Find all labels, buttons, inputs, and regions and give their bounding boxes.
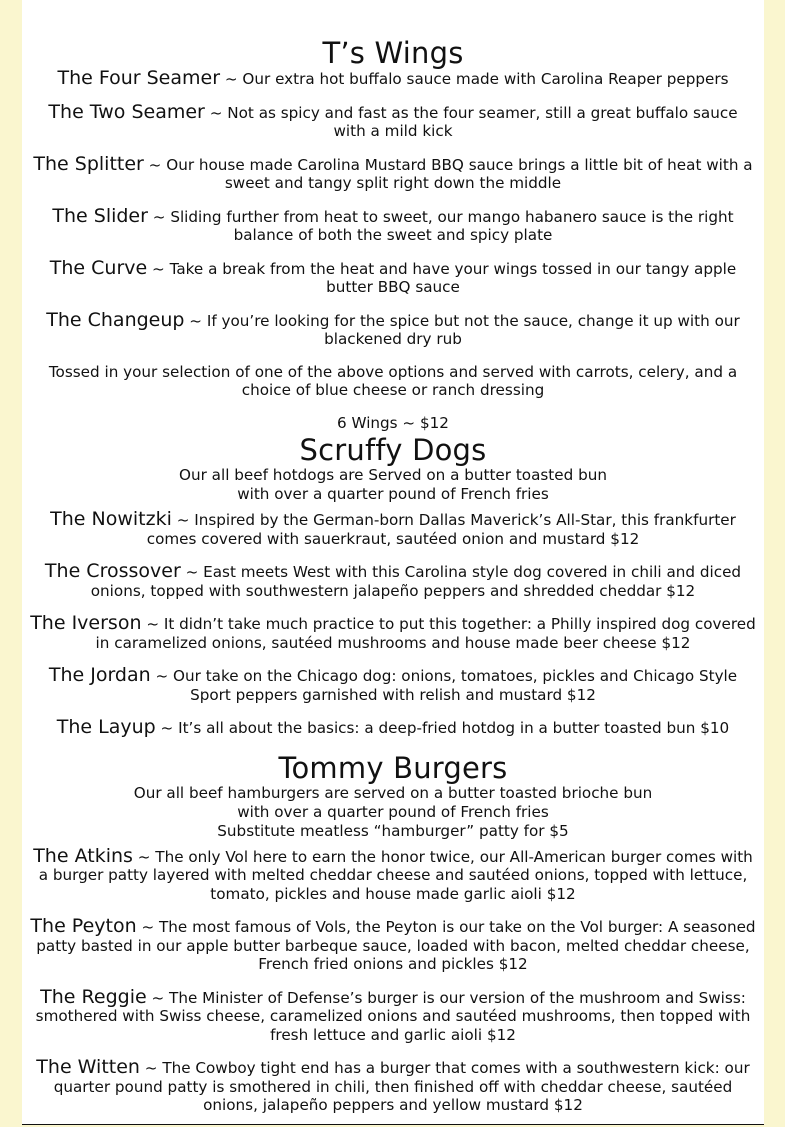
menu-page	[22, 0, 764, 1125]
item-description: ~ Our take on the Chicago dog: onions, tomatoes, pickles and Chicago Style Sport peppers garnished with relish and mustard $12	[150, 667, 738, 704]
menu-item	[30, 844, 756, 904]
burgers-intro	[22, 784, 764, 841]
menu-item	[30, 718, 756, 738]
item-name: The Splitter	[33, 152, 144, 175]
item-name: The Four Seamer	[57, 67, 221, 89]
item-name: The Two Seamer	[48, 100, 205, 123]
burgers-title: Tommy Burgers	[278, 750, 508, 785]
menu-item	[30, 100, 756, 141]
item-name: The Layup	[56, 716, 156, 738]
burgers-intro-line: with over a quarter pound of French fries	[237, 802, 549, 821]
item-description: ~ Not as spicy and fast as the four seamer, still a great buffalo sauce with a mild kick	[204, 103, 738, 140]
dogs-intro-line: with over a quarter pound of French fries	[237, 485, 549, 503]
item-description: ~ Inspired by the German-born Dallas Maverick’s All-Star, this frankfurter comes covered with sauerkraut, sautéed onion and mustard $12	[146, 511, 736, 548]
menu-item	[30, 204, 756, 245]
item-description: ~ It didn’t take much practice to put this together: a Philly inspired dog covered in caramelized onions, sautéed mushrooms and house made beer cheese $12	[95, 615, 756, 652]
item-name: The Nowitzki	[50, 508, 172, 530]
menu-item	[30, 666, 756, 704]
menu-item	[30, 256, 756, 297]
item-description: ~ The most famous of Vols, the Peyton is our take on the Vol burger: A seasoned patty basted in our apple butter barbeque sauce, loaded with bacon, melted cheddar cheese, French fried onions and pickles $12	[36, 918, 756, 973]
menu-item	[30, 1058, 756, 1115]
wings-note: Tossed in your selection of one of the above options and served with carrots, celery, and a choice of blue cheese or ranch dressing	[48, 362, 738, 399]
item-description: ~ The Minister of Defense’s burger is our version of the mushroom and Swiss: smothered with Swiss cheese, caramelized onions and sautéed mushrooms, then topped with fresh lettuce and garlic aioli $12	[35, 988, 751, 1044]
burgers-intro-line: Substitute meatless “hamburger” patty for $5	[217, 821, 569, 840]
item-name: The Curve	[49, 256, 148, 279]
menu-item	[30, 69, 756, 89]
item-name: The Reggie	[40, 985, 147, 1008]
item-description: ~ Our extra hot buffalo sauce made with Carolina Reaper peppers	[220, 70, 729, 88]
item-description: ~ It’s all about the basics: a deep-fried hotdog in a butter toasted bun $10	[155, 719, 730, 737]
item-description: ~ The only Vol here to earn the honor twice, our All-American burger comes with a burger patty layered with melted cheddar cheese and sautéed onions, topped with lettuce, tomato, pickles and house made garlic aioli $12	[38, 847, 753, 903]
wings-title: T’s Wings	[322, 36, 464, 70]
item-name: The Witten	[36, 1056, 140, 1078]
item-description: ~ Sliding further from heat to sweet, our mango habanero sauce is the right balance of both the sweet and spicy plate	[147, 207, 734, 244]
item-description: ~ If you’re looking for the spice but not the sauce, change it up with our blackened dry rub	[184, 311, 740, 348]
item-name: The Changeup	[46, 308, 185, 331]
menu-item	[30, 614, 756, 652]
menu-item	[30, 510, 756, 548]
menu-item	[30, 562, 756, 600]
menu-item	[30, 917, 756, 974]
item-name: The Slider	[52, 204, 148, 227]
menu-item	[30, 985, 756, 1045]
item-name: The Peyton	[30, 915, 137, 937]
item-name: The Crossover	[44, 560, 181, 582]
menu-item	[30, 308, 756, 349]
item-description: ~ Take a break from the heat and have your wings tossed in our tangy apple butter BBQ sauce	[147, 259, 737, 296]
wings-price: 6 Wings ~ $12	[337, 413, 449, 432]
item-name: The Atkins	[33, 844, 133, 867]
burgers-intro-line: Our all beef hamburgers are served on a butter toasted brioche bun	[133, 783, 653, 802]
dogs-intro-line: Our all beef hotdogs are Served on a butter toasted bun	[179, 466, 607, 484]
menu-item	[30, 152, 756, 193]
item-name: The Jordan	[48, 664, 151, 686]
item-description: ~ The Cowboy tight end has a burger that comes with a southwestern kick: our quarter pound patty is smothered in chili, then finished off with cheddar cheese, sautéed onions, jalapeño peppers and yellow mustard $12	[53, 1059, 750, 1114]
dogs-title: Scruffy Dogs	[299, 433, 487, 467]
menu-content	[22, 37, 764, 1125]
bottom-rule	[22, 1124, 764, 1125]
item-description: ~ East meets West with this Carolina style dog covered in chili and diced onions, topped with southwestern jalapeño peppers and shredded cheddar $12	[90, 563, 742, 600]
item-description: ~ Our house made Carolina Mustard BBQ sauce brings a little bit of heat with a sweet and tangy split right down the middle	[143, 155, 753, 192]
dogs-intro	[22, 466, 764, 504]
item-name: The Iverson	[30, 612, 142, 634]
